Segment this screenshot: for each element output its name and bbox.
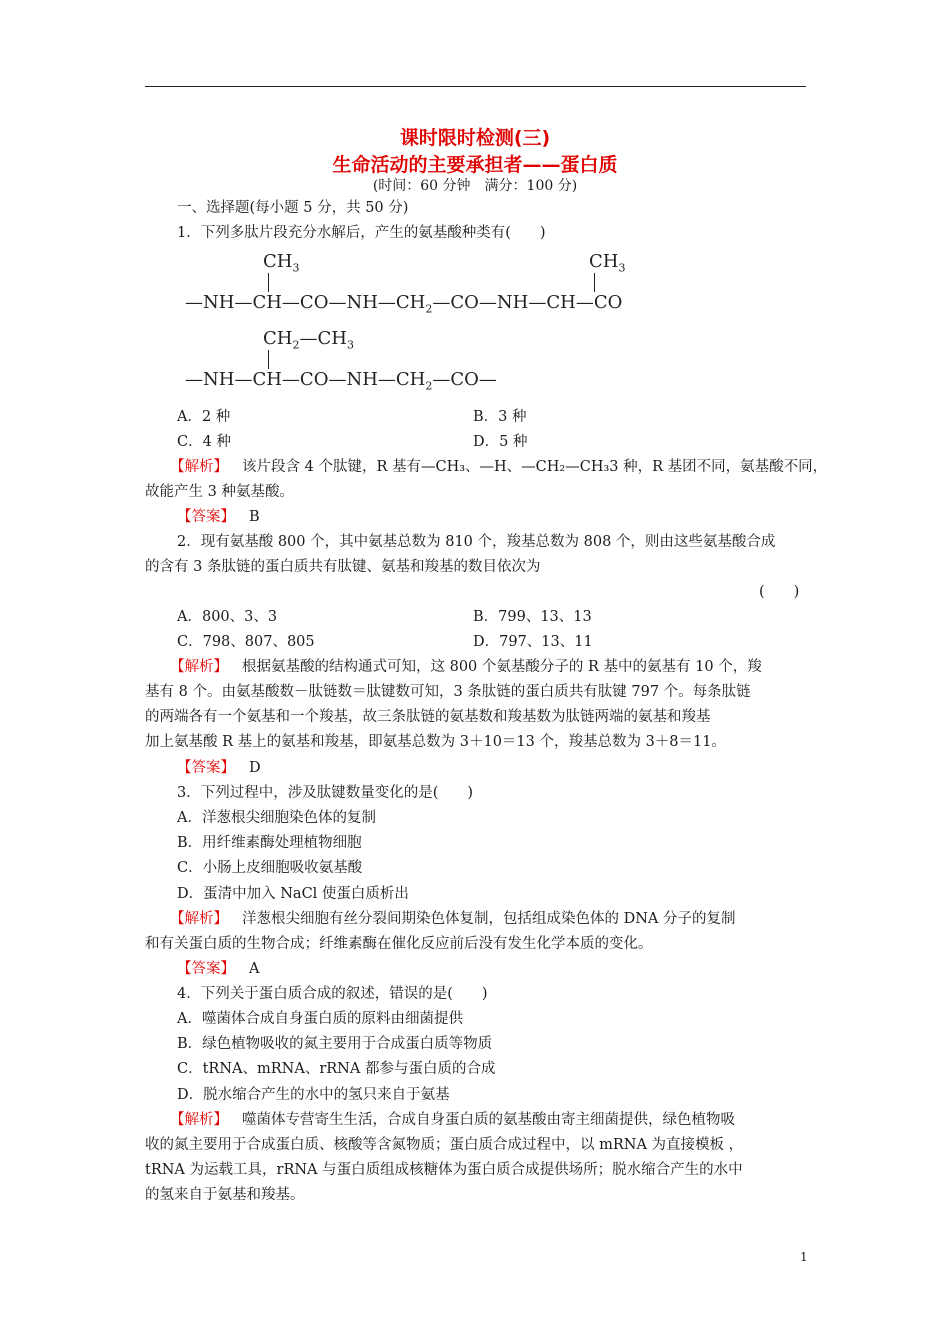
q3-answer: 【答案】 A bbox=[177, 961, 260, 977]
q2-analysis-line: 加上氨基酸 R 基上的氨基和羧基，即氨基总数为 3＋10＝13 个，羧基总数为 3＋8＝11。 bbox=[145, 734, 726, 750]
q3-option-d: D．蛋清中加入 NaCl 使蛋白质析出 bbox=[177, 886, 409, 902]
q1-analysis-line: 【解析】 该片段含 4 个肽键，R 基有—CH₃、—H、—CH₂—CH₃3 种，R 基团不同，氨基酸不同， bbox=[170, 459, 828, 475]
q1-option-c: C．4 种 bbox=[177, 434, 231, 450]
answer-label: 【答案】 bbox=[177, 509, 235, 525]
q1-ch3-left: $CH_3$ bbox=[263, 251, 300, 275]
q1-chain-1: $—NH—CH—CO—NH—CH_2—CO—NH—CH—CO$ bbox=[185, 292, 623, 316]
time-score-info: (时间：60 分钟 满分：100 分) bbox=[372, 178, 578, 194]
section-heading: 一、选择题(每小题 5 分，共 50 分) bbox=[177, 200, 409, 216]
q1-answer: 【答案】 B bbox=[177, 509, 260, 525]
q4-option-a: A．噬菌体合成自身蛋白质的原料由细菌提供 bbox=[177, 1011, 463, 1027]
q2-option-d: D．797、13、11 bbox=[473, 634, 593, 650]
analysis-label: 【解析】 bbox=[170, 1112, 228, 1128]
page-number: 1 bbox=[800, 1250, 808, 1264]
q3-analysis-line: 【解析】 洋葱根尖细胞有丝分裂间期染色体复制，包括组成染色体的 DNA 分子的复制 bbox=[170, 911, 736, 927]
q2-option-c: C．798、807、805 bbox=[177, 634, 315, 650]
q2-stem: 的含有 3 条肽链的蛋白质共有肽键、氨基和羧基的数目依次为 bbox=[145, 559, 541, 575]
q4-option-c: C．tRNA、mRNA、rRNA 都参与蛋白质的合成 bbox=[177, 1061, 496, 1077]
q1-stem: 1．下列多肽片段充分水解后，产生的氨基酸种类有( ) bbox=[177, 225, 546, 241]
q3-option-c: C．小肠上皮细胞吸收氨基酸 bbox=[177, 860, 363, 876]
q1-chain-2: $—NH—CH—CO—NH—CH_2—CO—$ bbox=[185, 369, 497, 393]
q2-option-a: A．800、3、3 bbox=[177, 609, 278, 625]
q2-analysis-line: 的两端各有一个氨基和一个羧基，故三条肽链的氨基数和羧基数为肽链两端的氨基和羧基 bbox=[145, 709, 711, 725]
q3-stem: 3．下列过程中，涉及肽键数量变化的是( ) bbox=[177, 785, 474, 801]
q4-analysis-line: tRNA 为运载工具，rRNA 与蛋白质组成核糖体为蛋白质合成提供场所；脱水缩合产生的水中 bbox=[145, 1162, 743, 1178]
q1-ch3-right: $CH_3$ bbox=[589, 251, 626, 275]
q4-stem: 4．下列关于蛋白质合成的叙述，错误的是( ) bbox=[177, 986, 488, 1002]
q1-option-d: D．5 种 bbox=[473, 434, 528, 450]
page-subtitle: 生命活动的主要承担者——蛋白质 bbox=[332, 154, 618, 176]
q4-option-d: D．脱水缩合产生的水中的氢只来自于氨基 bbox=[177, 1087, 450, 1103]
top-rule bbox=[145, 86, 806, 87]
q4-option-b: B．绿色植物吸收的氮主要用于合成蛋白质等物质 bbox=[177, 1036, 493, 1052]
answer-label: 【答案】 bbox=[177, 961, 235, 977]
q1-bond-right bbox=[594, 273, 595, 292]
q2-answer-paren: ( ) bbox=[759, 584, 800, 600]
q1-option-b: B．3 种 bbox=[473, 409, 527, 425]
q3-analysis-line: 和有关蛋白质的生物合成；纤维素酶在催化反应前后没有发生化学本质的变化。 bbox=[145, 936, 653, 952]
q1-bond-ethyl bbox=[268, 350, 269, 369]
q3-option-b: B．用纤维素酶处理植物细胞 bbox=[177, 835, 362, 851]
page-title: 课时限时检测(三) bbox=[399, 127, 551, 149]
analysis-label: 【解析】 bbox=[170, 911, 228, 927]
q3-option-a: A．洋葱根尖细胞染色体的复制 bbox=[177, 810, 376, 826]
q1-bond-left bbox=[268, 273, 269, 292]
answer-label: 【答案】 bbox=[177, 760, 235, 776]
q1-ethyl-branch: $CH_2—CH_3$ bbox=[263, 328, 354, 352]
q1-option-a: A．2 种 bbox=[177, 409, 231, 425]
q2-analysis-line: 基有 8 个。由氨基酸数－肽链数＝肽键数可知，3 条肽链的蛋白质共有肽键 797 个。每条肽链 bbox=[145, 684, 751, 700]
q2-analysis-line: 【解析】 根据氨基酸的结构通式可知，这 800 个氨基酸分子的 R 基中的氨基有 10 个，羧 bbox=[170, 659, 762, 675]
q2-answer: 【答案】 D bbox=[177, 760, 261, 776]
q4-analysis-line: 收的氮主要用于合成蛋白质、核酸等含氮物质；蛋白质合成过程中，以 mRNA 为直接模板 ， bbox=[145, 1137, 744, 1153]
q1-analysis-line: 故能产生 3 种氨基酸。 bbox=[145, 484, 294, 500]
analysis-label: 【解析】 bbox=[170, 459, 228, 475]
q2-option-b: B．799、13、13 bbox=[473, 609, 592, 625]
analysis-label: 【解析】 bbox=[170, 659, 228, 675]
q4-analysis-line: 【解析】 噬菌体专营寄生生活，合成自身蛋白质的氨基酸由寄主细菌提供，绿色植物吸 bbox=[170, 1112, 735, 1128]
q2-stem: 2．现有氨基酸 800 个，其中氨基总数为 810 个，羧基总数为 808 个，则由这些氨基酸合成 bbox=[177, 534, 776, 550]
q4-analysis-line: 的氢来自于氨基和羧基。 bbox=[145, 1187, 305, 1203]
